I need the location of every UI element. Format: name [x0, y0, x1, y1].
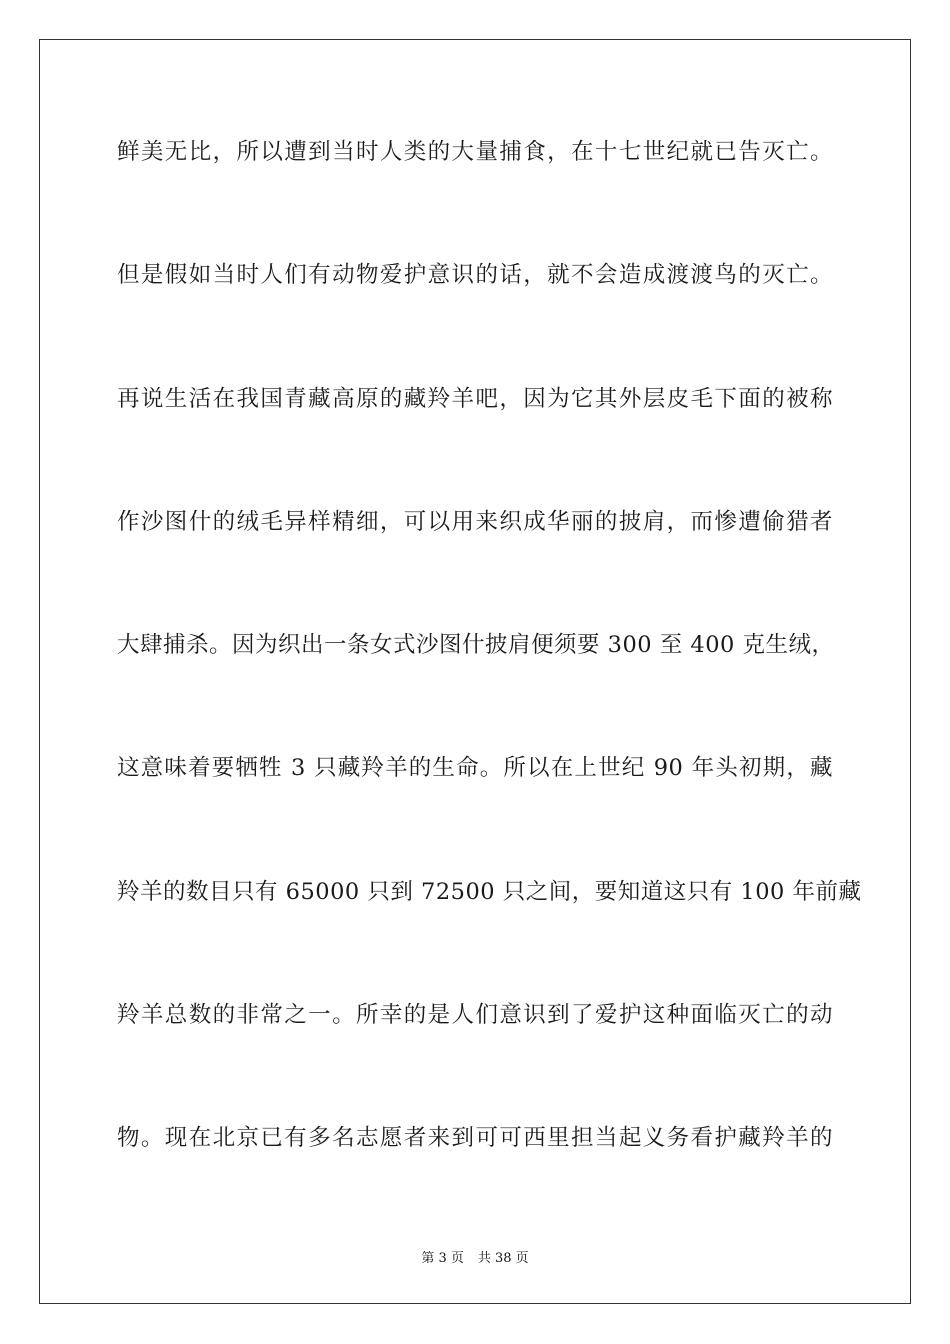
text-line: 物。现在北京已有多名志愿者来到可可西里担当起义务看护藏羚羊的: [117, 1125, 833, 1152]
page-number: 第 3 页: [421, 1251, 464, 1266]
text-line: 再说生活在我国青藏高原的藏羚羊吧，因为它其外层皮毛下面的被称: [117, 385, 833, 412]
text-line: 但是假如当时人们有动物爱护意识的话，就不会造成渡渡鸟的灭亡。: [117, 262, 833, 289]
page-footer: [0, 1247, 950, 1266]
text-line: 羚羊的数目只有 65000 只到 72500 只之间，要知道这只有 100 年前藏: [117, 878, 862, 905]
text-line: 作沙图什的绒毛异样精细，可以用来织成华丽的披肩，而惨遭偷猎者: [117, 508, 833, 535]
text-line: 鲜美无比，所以遭到当时人类的大量捕食，在十七世纪就已告灭亡。: [117, 139, 833, 165]
page-total: 共 38 页: [477, 1251, 529, 1266]
body-text: [117, 112, 862, 1222]
text-line: 羚羊总数的非常之一。所幸的是人们意识到了爱护这种面临灭亡的动: [117, 1002, 833, 1029]
text-line: 大肆捕杀。因为织出一条女式沙图什披肩便须要 300 至 400 克生绒，: [117, 632, 835, 659]
text-line: 这意味着要牺牲 3 只藏羚羊的生命。所以在上世纪 90 年头初期，藏: [117, 755, 833, 782]
